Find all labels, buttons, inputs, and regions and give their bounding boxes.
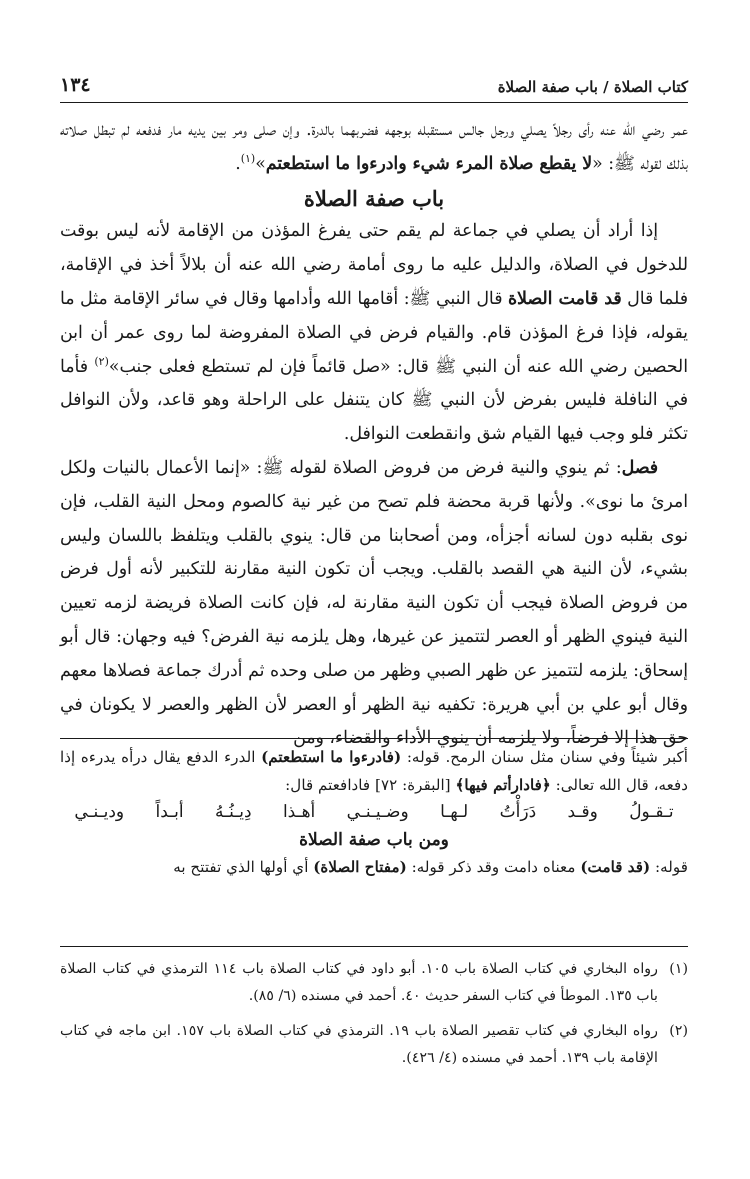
note-2 <box>60 854 688 882</box>
p3-text: : ثم ينوي والنية فرض من فروض الصلاة لقوله ﷺ: «إنما الأعمال بالنيات ولكل امرئ ما نوى». ولأنها قربة محضة فلم تصح من غير نية كالصوم ومحل النية القلب، فإن نوى بقلبه دون لسانه أجزأه، ومن أصحابنا من قال: ينوي بالقلب ويتلفظ باللسان وليس بشيء، لأن النية هي القصد بالقلب. ويجب أن تكون النية مقارنة للتكبير لأنه أول فرض من فروض الصلاة فيجب أن تكون النية مقارنة له، فإن كانت الصلاة فريضة لزمه تعيين النية فينوي الظهر أو العصر لتتميز عن غيرها، وهل يلزمه نية الفرض؟ فيه وجهان: قال أبو إسحاق: يلزمه لتتميز عن ظهر الصبي وظهر من صلى وحده ثم أدرك جماعة فصلاها معهم وقال أبو علي بن أبي هريرة: تكفيه نية الظهر أو العصر لأن الظهر والعصر لا يكونان في حق هذا إلا فرضاً، ولا يلزمه أن ينوي الأداء والقضاء، ومن <box>60 457 688 749</box>
p1-hadith-bold: لا يقطع صلاة المرء شيء وادرءوا ما استطعتم <box>265 153 593 174</box>
p2-text-3: فأما في النافلة فليس بفرض لأن النبي ﷺ كان يتنفل على الراحلة وهو قاعد، ولأن النوافل تكثر فلو وجب فيها القيام شق وانقطعت النوافل. <box>60 356 688 445</box>
p1-tail: . <box>235 153 241 174</box>
footnote-text: رواه البخاري في كتاب الصلاة باب ١٠٥. أبو داود في كتاب الصلاة باب ١١٤ الترمذي في كتاب الصلاة باب ١٣٥. الموطأ في كتاب السفر حديث ٤٠. أحمد في مسنده (٦/ ٨٥). <box>60 961 658 1004</box>
note1-text-2: الدرء الدفع يقال درأه يدرءه إذا دفعه، قال الله تعالى: <box>60 748 688 794</box>
notes-heading: ومن باب صفة الصلاة <box>299 829 449 850</box>
note2-bold-2: (مفتاح الصلاة) <box>313 858 407 876</box>
section-label: فصل <box>621 457 658 478</box>
p1-quote-close: » <box>255 153 266 174</box>
footnote <box>60 956 688 1010</box>
footnote-ref-2: (٢) <box>94 354 109 368</box>
running-head: كتاب الصلاة / باب صفة الصلاة <box>497 78 688 96</box>
footnote-ref-1: (١) <box>240 152 256 166</box>
note1-quran-quote: ﴿فادارأتم فيها﴾ <box>455 775 551 794</box>
chapter-heading: باب صفة الصلاة <box>303 185 445 211</box>
footnote-number: (١) <box>669 961 688 977</box>
poetry-verse: تـقـولُ وقـد دَرَأْتُ لـهـا وضـيـنـي أهـذا دِيـنُـهُ أبـداً وديـنـي <box>74 802 674 822</box>
p2-bold: قد قامت الصلاة <box>508 288 622 309</box>
note2-bold-1: (قد قامت) <box>580 858 651 876</box>
paragraph-3 <box>60 452 688 756</box>
notes-divider <box>60 738 688 739</box>
note1-text-3: [البقرة: ٧٢] فادافعتم قال: <box>285 775 456 794</box>
note1-text-1: أكبر شيئاً وفي سنان مثل سنان الرمح. قوله: <box>401 748 688 766</box>
page-header <box>60 74 688 103</box>
footnote-text: رواه البخاري في كتاب تقصير الصلاة باب ١٩. الترمذي في كتاب الصلاة باب ١٥٧. ابن ماجه في كتاب الإقامة باب ١٣٩. أحمد في مسنده (٤/ ٤٢٦). <box>60 1023 658 1066</box>
footnote-number: (٢) <box>669 1023 688 1039</box>
note2-text-2: معناه دامت وقد ذكر قوله: <box>406 858 581 876</box>
note-1 <box>60 744 688 799</box>
p1-text: عمر رضي الله عنه رأى رجلاً يصلي ورجل جالس مستقبله بوجهه فضربهما بالدرة. وإن صلى ومر بين يديه مار فدفعه لم تبطل صلاته بذلك لقوله ﷺ: « <box>60 120 688 174</box>
paragraph-2 <box>60 215 688 452</box>
footnotes <box>60 956 688 1080</box>
note2-text-1: قوله: <box>650 858 688 876</box>
note1-bold-1: (فادرءوا ما استطعتم) <box>261 748 402 766</box>
footnote <box>60 1018 688 1072</box>
commentary-notes <box>60 744 688 882</box>
p2-text-1: إذا أراد أن يصلي في جماعة لم يقم حتى يفرغ المؤذن من الإقامة لأنه ليس بوقت للدخول في الصلاة، والدليل عليه ما روى أمامة رضي الله عنه أن بلالاً أخذ في الإقامة، فلما قال <box>60 221 688 309</box>
note2-text-3: أي أولها الذي تفتتح به <box>173 858 314 876</box>
p2-text-2: قال النبي ﷺ: أقامها الله وأدامها وقال في سائر الإقامة مثل ما يقوله، فإذا فرغ المؤذن قام. والقيام فرض في الصلاة المفروضة لما روى عمر أن ابن الحصين رضي الله عنه أن النبي ﷺ قال: «صل قائماً فإن لم تستطع فعلى جنب» <box>60 288 689 377</box>
page-number: ١٣٤ <box>60 74 91 96</box>
footnotes-divider <box>60 946 688 947</box>
main-text <box>60 114 688 756</box>
paragraph-1 <box>60 114 688 182</box>
